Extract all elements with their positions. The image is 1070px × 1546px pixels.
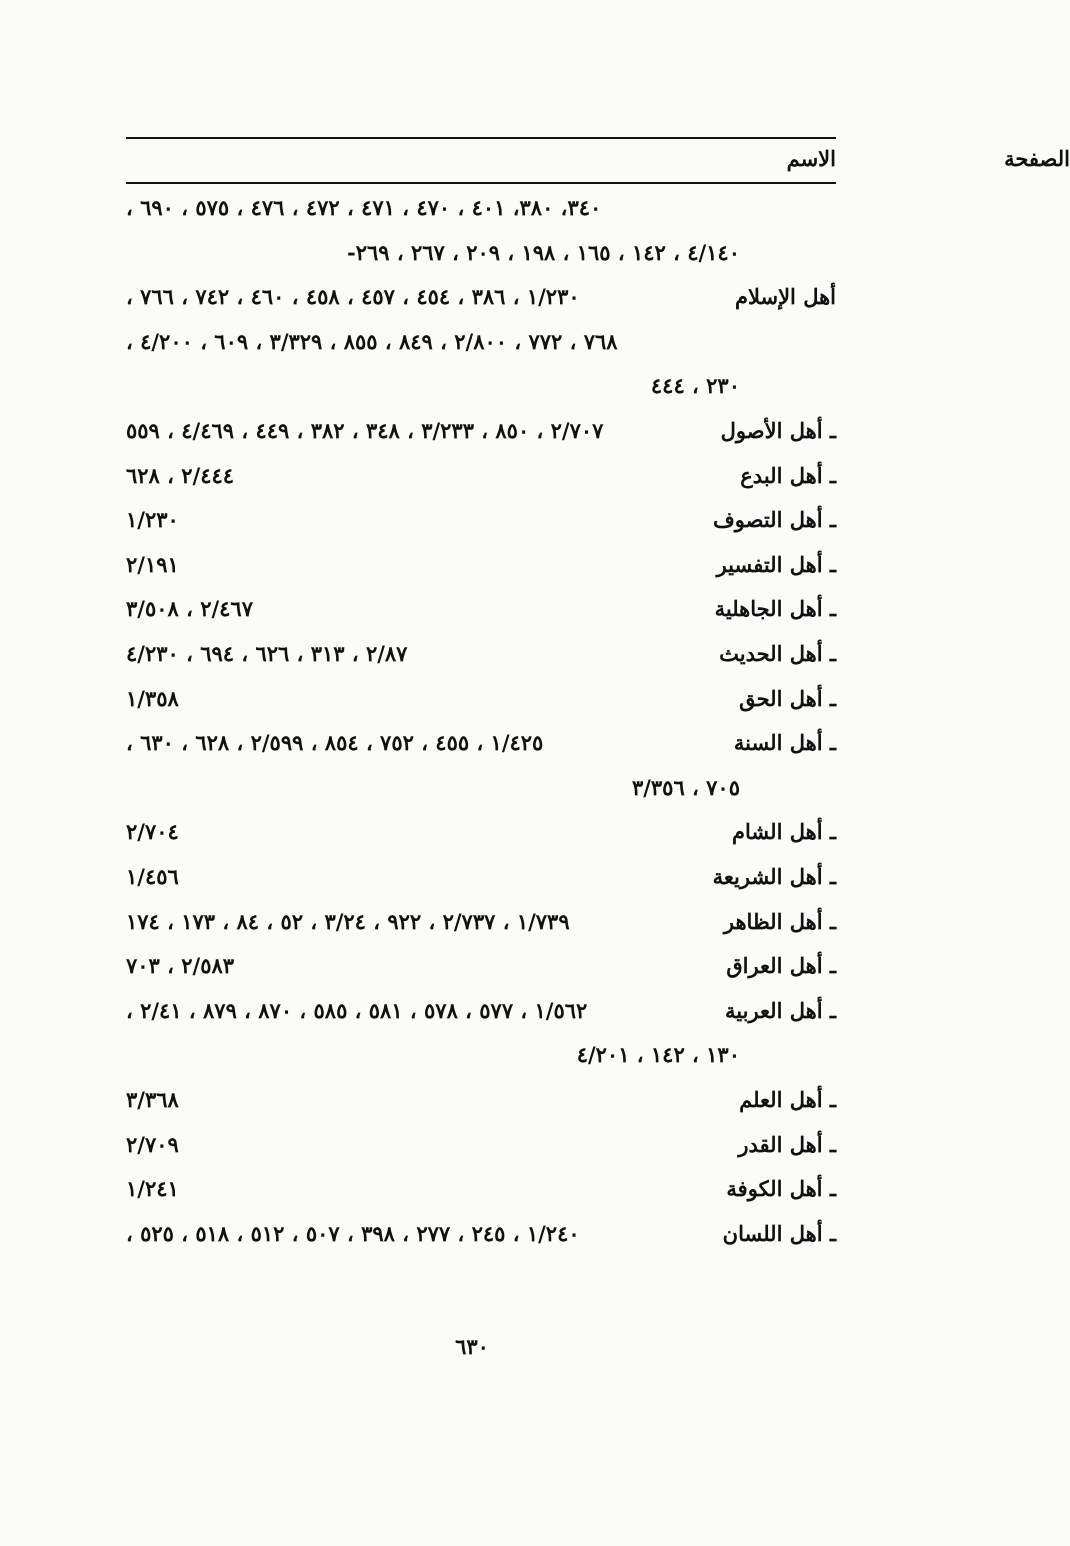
index-entry	[0, 1080, 944, 1120]
entry-pages: ٤/١٤٠ ، ١٤٢ ، ١٦٥ ، ١٩٨ ، ٢٠٩ ، ٢٦٧ ، ٢٦٩-	[346, 240, 740, 265]
index-entry	[0, 1125, 944, 1165]
entry-pages: ٢/٥٨٣ ، ٧٠٣	[126, 953, 235, 978]
index-entry	[0, 723, 944, 763]
entry-pages: ٢/٨٧ ، ٣١٣ ، ٦٢٦ ، ٦٩٤ ، ٤/٢٣٠	[126, 641, 408, 666]
entry-name: ـ أهل الحديث	[719, 641, 836, 666]
entry-pages: ١/٤٥٦	[126, 864, 179, 889]
index-entry	[0, 946, 944, 986]
page-number: ٦٣٠	[455, 1334, 489, 1359]
top-rule	[126, 137, 836, 139]
index-continuation-line	[0, 1035, 944, 1075]
entry-pages: ١٣٠ ، ١٤٢ ، ٤/٢٠١	[576, 1042, 740, 1067]
entry-name: ـ أهل الظاهر	[723, 909, 836, 934]
index-entry	[0, 634, 944, 674]
entry-name: ـ أهل الجاهلية	[714, 596, 836, 621]
entry-name: ـ أهل اللسان	[722, 1221, 836, 1246]
entry-name: ـ أهل الكوفة	[726, 1176, 836, 1201]
index-continuation-line	[0, 233, 944, 273]
entry-pages: ١/٢٤١	[126, 1176, 179, 1201]
entry-pages: ٢/٤٤٤ ، ٦٢٨	[126, 463, 235, 488]
entry-pages: ٧٠٥ ، ٣/٣٥٦	[631, 775, 740, 800]
index-entry	[0, 902, 944, 942]
entry-name: ـ أهل التصوف	[713, 507, 836, 532]
entry-pages: ١/٢٣٠	[126, 507, 179, 532]
entry-name: ـ أهل السنة	[733, 730, 836, 755]
entry-pages: ٢٣٠ ، ٤٤٤	[650, 373, 740, 398]
index-entry	[0, 411, 944, 451]
entry-pages: ٢/٤٦٧ ، ٣/٥٠٨	[126, 596, 253, 621]
entry-name: ـ أهل التفسير	[716, 552, 836, 577]
entry-pages: ١/٤٢٥ ، ٤٥٥ ، ٧٥٢ ، ٨٥٤ ، ٢/٥٩٩ ، ٦٢٨ ، ٦٣٠ ،	[126, 730, 544, 755]
entry-pages: ٢/٧٠٩	[126, 1132, 179, 1157]
entry-name: أهل الإسلام	[734, 284, 836, 309]
index-entry	[0, 545, 944, 585]
index-continuation-line	[0, 322, 944, 362]
entry-name: ـ أهل البدع	[740, 463, 836, 488]
index-entry	[0, 812, 944, 852]
entry-name: ـ أهل الأصول	[720, 418, 836, 443]
index-entry	[0, 1169, 944, 1209]
entry-pages: ٣٤٠، ٣٨٠، ٤٠١ ، ٤٧٠ ، ٤٧١ ، ٤٧٢ ، ٤٧٦ ، ٥٧٥ ، ٦٩٠ ،	[126, 195, 602, 220]
entry-name: ـ أهل العراق	[726, 953, 836, 978]
entry-pages: ٢/٧٠٧ ، ٨٥٠ ، ٣/٢٣٣ ، ٣٤٨ ، ٣٨٢ ، ٤٤٩ ، ٤/٤٦٩ ، ٥٥٩	[126, 418, 604, 443]
name-column-header: الاسم	[786, 146, 836, 171]
entry-pages: ١/٢٤٠ ، ٢٤٥ ، ٢٧٧ ، ٣٩٨ ، ٥٠٧ ، ٥١٢ ، ٥١٨ ، ٥٢٥ ،	[126, 1221, 580, 1246]
entry-pages: ٢/٧٠٤	[126, 819, 179, 844]
index-continuation-line	[0, 366, 944, 406]
index-entry	[0, 277, 944, 317]
entry-name: ـ أهل العربية	[725, 998, 836, 1023]
entry-name: ـ أهل الحق	[739, 686, 836, 711]
entry-pages: ٧٦٨ ، ٧٧٢ ، ٢/٨٠٠ ، ٨٤٩ ، ٨٥٥ ، ٣/٣٢٩ ، ٦٠٩ ، ٤/٢٠٠ ،	[126, 329, 618, 354]
index-continuation-line	[0, 768, 944, 808]
header-rule	[126, 182, 836, 184]
index-entry	[0, 589, 944, 629]
index-continuation-line	[0, 188, 944, 228]
index-entry	[0, 500, 944, 540]
entry-pages: ٣/٣٦٨	[126, 1087, 179, 1112]
entry-pages: ٢/١٩١	[126, 552, 179, 577]
index-entry	[0, 456, 944, 496]
index-entry	[0, 1214, 944, 1254]
entry-pages: ١/٥٦٢ ، ٥٧٧ ، ٥٧٨ ، ٥٨١ ، ٥٨٥ ، ٨٧٠ ، ٨٧٩ ، ٢/٤١ ،	[126, 998, 588, 1023]
entry-pages: ١/٣٥٨	[126, 686, 179, 711]
entry-pages: ١/٧٣٩ ، ٢/٧٣٧ ، ٩٢٢ ، ٣/٢٤ ، ٥٢ ، ٨٤ ، ١٧٣ ، ١٧٤	[126, 909, 570, 934]
entry-pages: ١/٢٣٠ ، ٣٨٦ ، ٤٥٤ ، ٤٥٧ ، ٤٥٨ ، ٤٦٠ ، ٧٤٢ ، ٧٦٦ ،	[126, 284, 580, 309]
entry-name: ـ أهل القدر	[738, 1132, 836, 1157]
entry-name: ـ أهل العلم	[739, 1087, 836, 1112]
entry-name: ـ أهل الشام	[732, 819, 836, 844]
index-entry	[0, 991, 944, 1031]
page-column-header: الصفحة	[1004, 146, 1070, 171]
index-entry	[0, 857, 944, 897]
index-entry	[0, 679, 944, 719]
entry-name: ـ أهل الشريعة	[712, 864, 836, 889]
